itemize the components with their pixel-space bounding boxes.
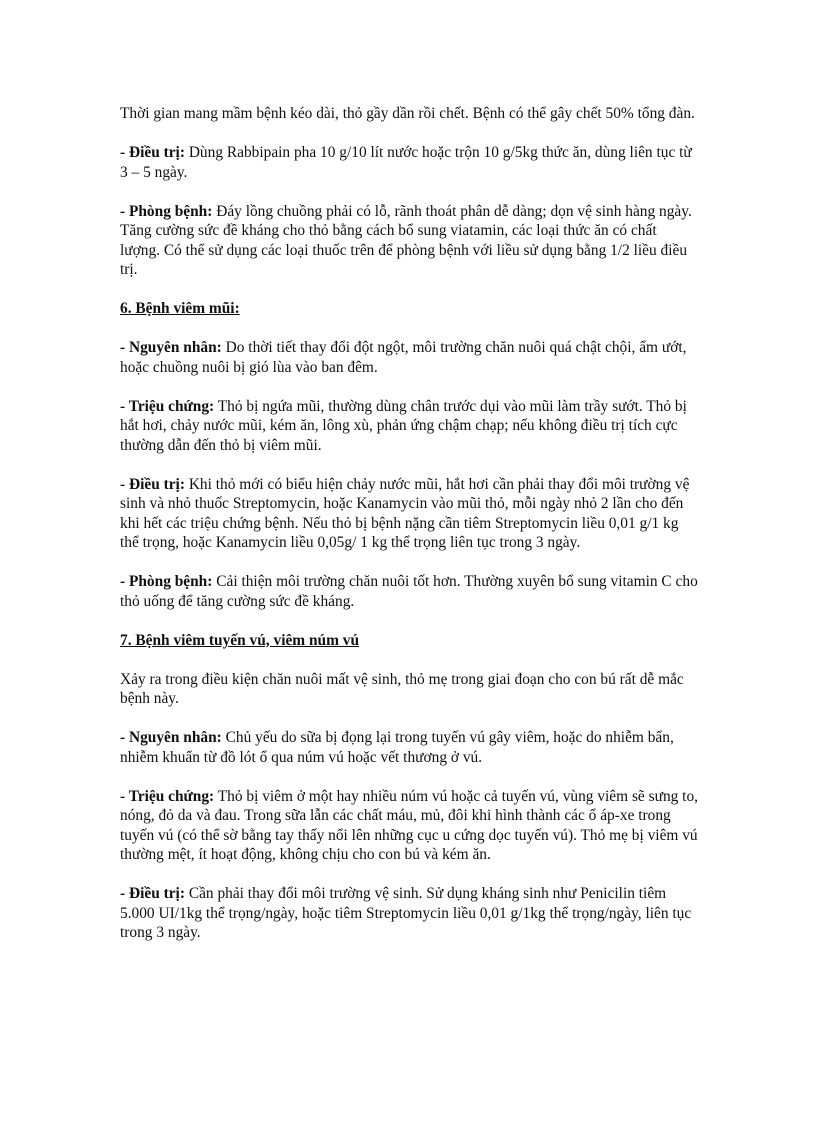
paragraph-text: Thỏ bị ngứa mũi, thường dùng chân trước dụi vào mũi làm trầy sướt. Thỏ bị hắt hơi, chảy nước mũi, kém ăn, lông xù, phản ứng chậm chạp; nếu không điều trị tích cực thường dẫn đến thỏ bị viêm mũi. xyxy=(120,397,687,454)
treatment-paragraph xyxy=(120,475,700,553)
cause-paragraph xyxy=(120,338,700,377)
treatment-paragraph xyxy=(120,884,700,943)
paragraph-label: - Nguyên nhân: xyxy=(120,729,222,746)
paragraph-text: Đáy lồng chuồng phải có lỗ, rãnh thoát phân dễ dàng; dọn vệ sinh hàng ngày. Tăng cường sức đề kháng cho thỏ bằng cách bổ sung viatamin, các loại thức ăn có chất lượng. Có thể sử dụng các loại thuốc trên để phòng bệnh với liều sử dụng bằng 1/2 liều điều trị. xyxy=(120,202,692,278)
paragraph-label: - Triệu chứng: xyxy=(120,397,215,415)
paragraph-text: Cải thiện môi trường chăn nuôi tốt hơn. Thường xuyên bổ sung vitamin C cho thỏ uống để tăng cường sức đề kháng. xyxy=(120,573,698,610)
prevention-paragraph xyxy=(120,572,700,611)
paragraph-text: Thỏ bị viêm ở một hay nhiều núm vú hoặc cả tuyến vú, vùng viêm sẽ sưng to, nóng, đỏ da và đau. Trong sữa lẫn các chất máu, mủ, đôi khi hình thành các ổ áp-xe trong tuyến vú (có thể sờ bằng tay thấy nổi lên những cục u cứng dọc tuyến vú). Thỏ mẹ bị viêm vú thường mệt, ít hoạt động, không chịu cho con bú và kém ăn. xyxy=(120,787,698,863)
paragraph-text: Do thời tiết thay đổi đột ngột, môi trường chăn nuôi quá chật chội, ẩm ướt, hoặc chuồng nuôi bị gió lùa vào ban đêm. xyxy=(120,339,687,376)
paragraph-text: Cần phải thay đổi môi trường vệ sinh. Sử dụng kháng sinh như Penicilin tiêm 5.000 UI/1kg thể trọng/ngày, hoặc tiêm Streptomycin liều 0,01 g/1kg thể trọng/ngày, liên tục trong 3 ngày. xyxy=(120,885,692,941)
paragraph-text: Dùng Rabbipain pha 10 g/10 lít nước hoặc trộn 10 g/5kg thức ăn, dùng liên tục từ 3 – 5 ngày. xyxy=(120,144,692,181)
paragraph-text: Thời gian mang mầm bệnh kéo dài, thỏ gầy dần rồi chết. Bệnh có thể gây chết 50% tổng đàn. xyxy=(120,105,695,122)
paragraph-label: - Phòng bệnh: xyxy=(120,202,213,220)
paragraph-label: - Điều trị: xyxy=(120,144,185,161)
paragraph-label: - Phòng bệnh: xyxy=(120,573,213,590)
treatment-paragraph xyxy=(120,143,700,182)
prevention-paragraph xyxy=(120,202,700,280)
paragraph-text: Chủ yếu do sữa bị đọng lại trong tuyến vú gây viêm, hoặc do nhiễm bẩn, nhiễm khuẩn từ đồ lót ổ qua núm vú hoặc vết thương ở vú. xyxy=(120,729,674,766)
paragraph-label: - Điều trị: xyxy=(120,885,185,902)
paragraph-label: - Nguyên nhân: xyxy=(120,339,222,356)
paragraph-label: - Triệu chứng: xyxy=(120,787,215,805)
paragraph-text: Xảy ra trong điều kiện chăn nuôi mất vệ sinh, thỏ mẹ trong giai đoạn cho con bú rất dễ mắc bệnh này. xyxy=(120,670,684,707)
cause-paragraph xyxy=(120,728,700,767)
paragraph-text: Khi thỏ mới có biểu hiện chảy nước mũi, hắt hơi cần phải thay đổi môi trường vệ sinh và nhỏ thuốc Streptomycin, hoặc Kanamycin vào mũi thỏ, mỗi ngày nhỏ 2 lần cho đến khi hết các triệu chứng bệnh. Nếu thỏ bị bệnh nặng cần tiêm Streptomycin liều 0,01 g/1 kg thể trọng, hoặc Kanamycin liều 0,05g/ 1 kg thể trọng liên tục trong 3 ngày. xyxy=(120,475,690,551)
symptom-paragraph xyxy=(120,397,700,456)
document-page xyxy=(120,104,700,962)
section-heading: 7. Bệnh viêm tuyến vú, viêm núm vú xyxy=(120,631,360,649)
intro-paragraph xyxy=(120,670,700,709)
paragraph-label: - Điều trị: xyxy=(120,475,185,493)
intro-paragraph xyxy=(120,104,700,124)
section-heading: 6. Bệnh viêm mũi: xyxy=(120,300,240,317)
symptom-paragraph xyxy=(120,787,700,865)
